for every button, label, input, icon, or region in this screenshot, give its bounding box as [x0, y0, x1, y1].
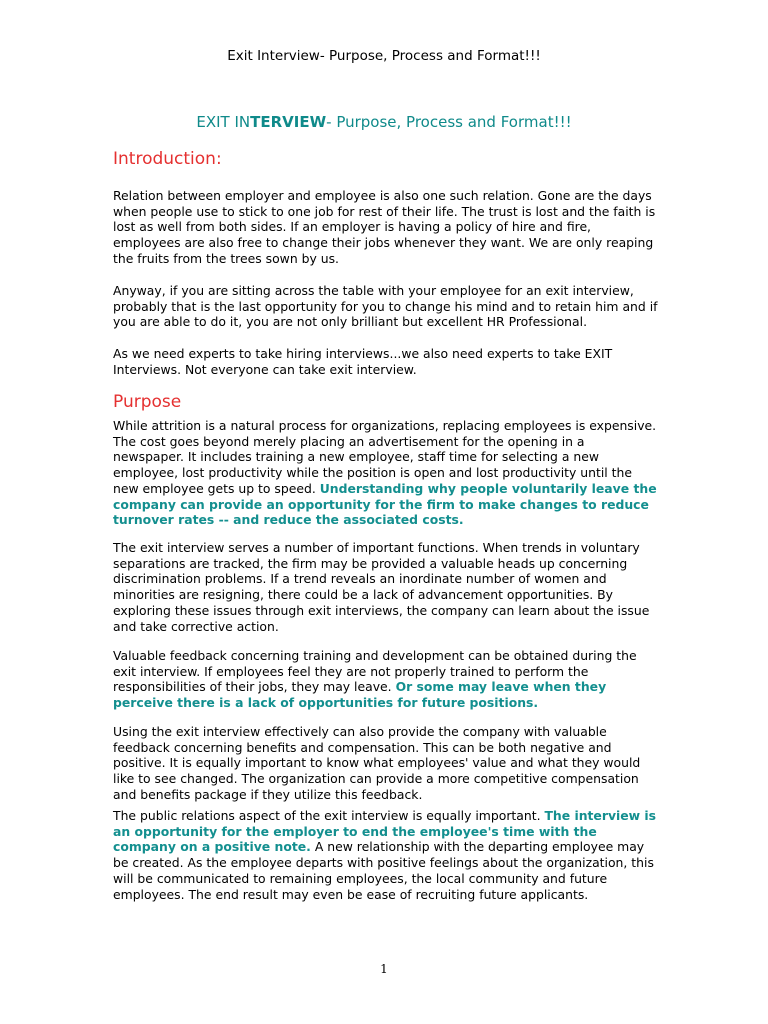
document-title	[0, 113, 768, 131]
title-part-3: - Purpose, Process and Format!!!	[326, 113, 572, 131]
purpose-p3-text: Valuable feedback concerning training and development can be obtained during the exit interview. If employees feel they are not properly trained to perform the responsibilities of their jobs, they may leave.	[113, 648, 637, 695]
purpose-heading: Purpose	[113, 392, 182, 412]
page-number: 1	[380, 962, 388, 976]
purpose-paragraph-3	[113, 648, 658, 711]
purpose-paragraph-1	[113, 418, 658, 528]
purpose-p1-highlight: Understanding why people voluntarily leave the company can provide an opportunity for the firm to make changes to reduce turnover rates -- and reduce the associated costs.	[113, 480, 657, 528]
purpose-paragraph-2: The exit interview serves a number of important functions. When trends in voluntary separations are tracked, the firm may be provided a valuable heads up concerning discrimination problems. If a trend reveals an inordinate number of women and minorities are resigning, there could be a lack of advancement opportunities. By exploring these issues through exit interviews, the company can learn about the issue and take corrective action.	[113, 540, 650, 634]
purpose-p5-text-2: A new relationship with the departing employee may be created. As the employee departs with positive feelings about the organization, this will be communicated to remaining employees, the local community and future employees. The end result may even be ease of recruiting future applicants.	[113, 839, 654, 902]
intro-paragraph-2: Anyway, if you are sitting across the table with your employee for an exit interview, probably that is the last opportunity for you to change his mind and to retain him and if you are able to do it, you are not only brilliant but excellent HR Professional.	[113, 283, 658, 330]
title-part-1: EXIT IN	[196, 113, 251, 131]
purpose-p1-text: While attrition is a natural process for organizations, replacing employees is expensive. The cost goes beyond merely placing an advertisement for the opening in a newspaper. It includes training a new employee, staff time for selecting a new employee, lost productivity while the position is open and lost productivity until the new employee gets up to speed.	[113, 418, 657, 496]
purpose-p5-highlight: The interview is an opportunity for the employer to end the employee's time with the company on a positive note.	[113, 808, 657, 855]
running-header: Exit Interview- Purpose, Process and Format!!!	[227, 48, 541, 64]
introduction-heading: Introduction:	[113, 149, 222, 169]
intro-paragraph-1: Relation between employer and employee is also one such relation. Gone are the days when people use to stick to one job for rest of their life. The trust is lost and the faith is lost as well from both sides. If an employer is having a policy of hire and fire, employees are also free to change their jobs whenever they want. We are only reaping the fruits from the trees sown by us.	[113, 188, 656, 266]
title-part-2: TERVIEW	[250, 113, 327, 131]
purpose-p5-text-1: The public relations aspect of the exit interview is equally important.	[113, 808, 545, 823]
intro-paragraph-3: As we need experts to take hiring interviews...we also need experts to take EXIT Interviews. Not everyone can take exit interview.	[113, 346, 613, 377]
purpose-p3-highlight: Or some may leave when they perceive there is a lack of opportunities for future positions.	[113, 679, 607, 711]
purpose-paragraph-4: Using the exit interview effectively can also provide the company with valuable feedback concerning benefits and compensation. This can be both negative and positive. It is equally important to know what employees' value and what they would like to see changed. The organization can provide a more competitive compensation and benefits package if they utilize this feedback.	[113, 724, 641, 802]
purpose-paragraph-5	[113, 808, 658, 902]
